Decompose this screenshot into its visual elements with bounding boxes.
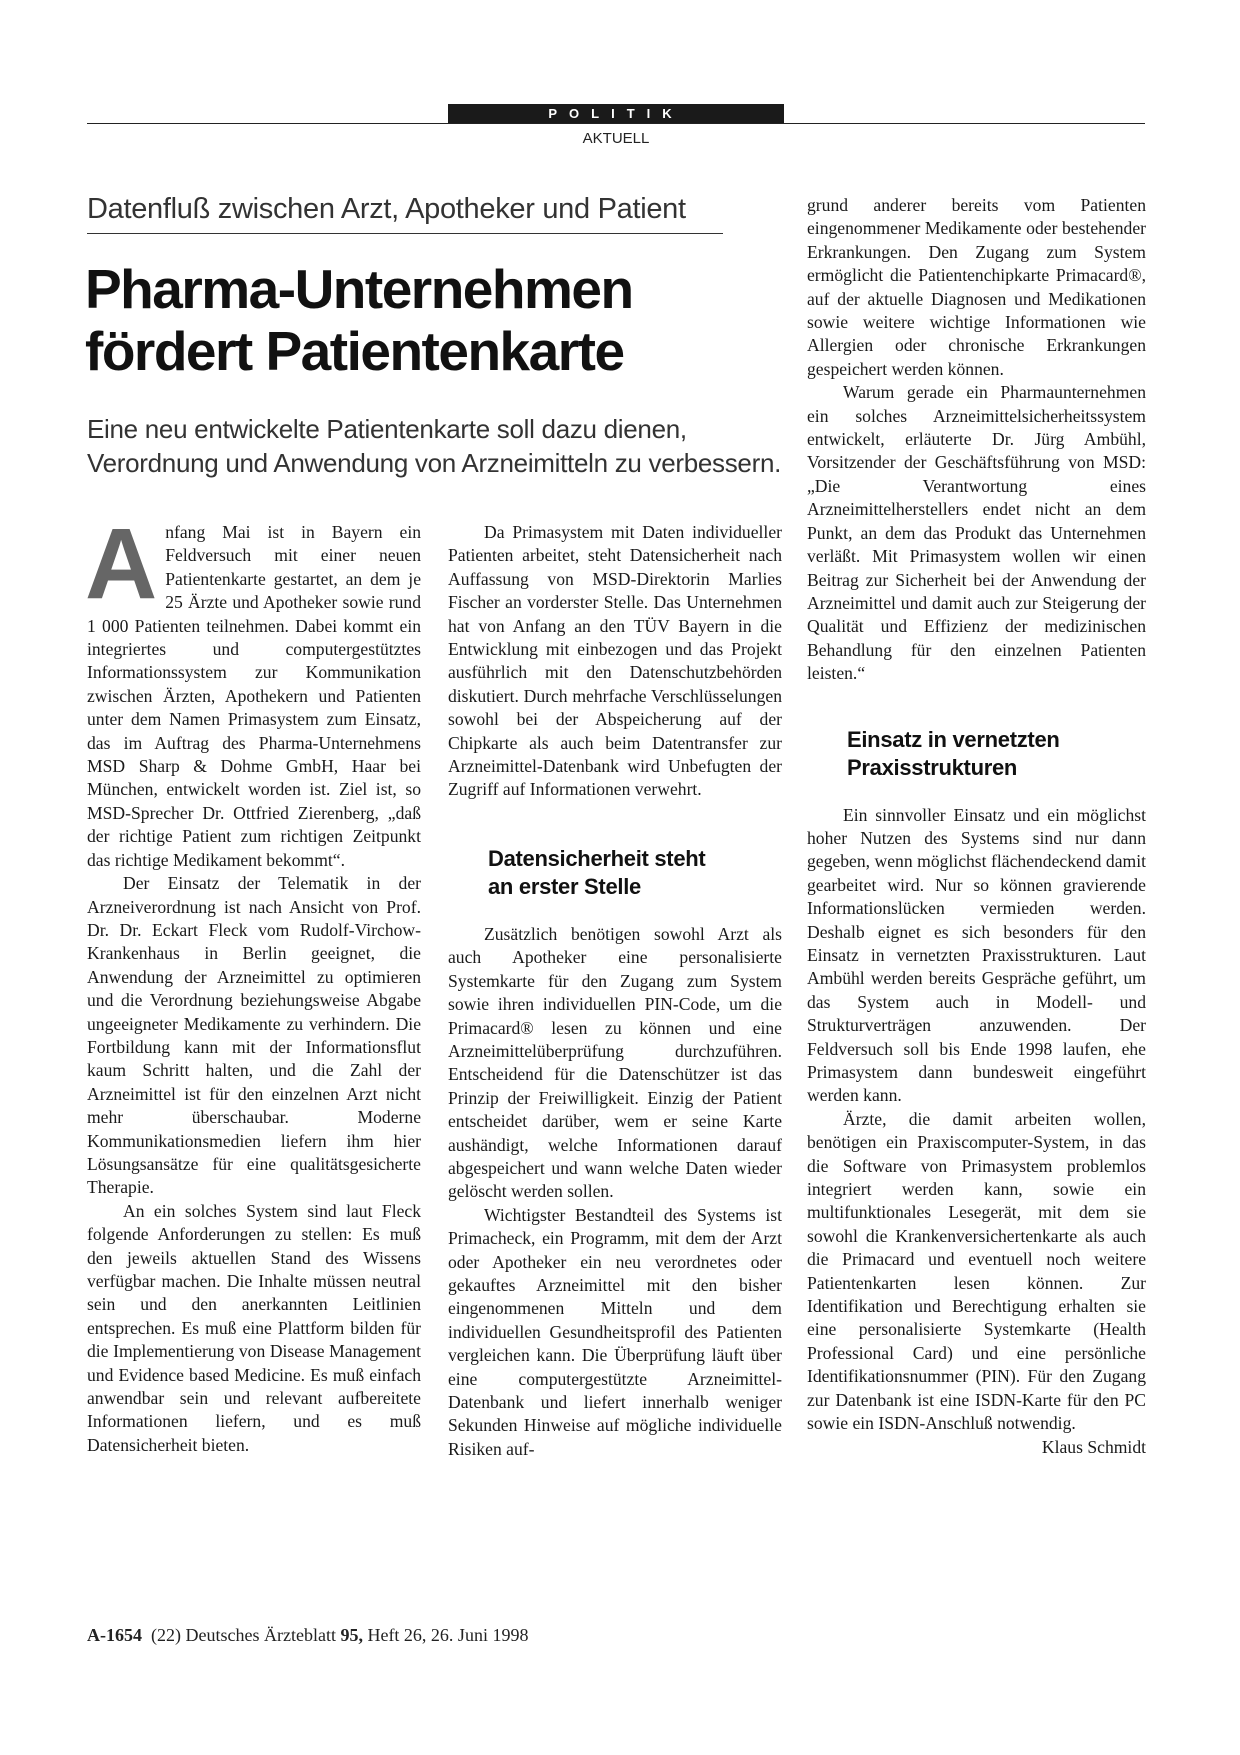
article-headline [85,258,745,382]
volume-number: 95, [340,1625,363,1645]
article-lead: Eine neu entwickelte Patientenkarte soll dazu dienen, Verordnung und Anwendung von Arzneimitteln zu verbessern. [87,414,782,478]
paragraph: Ein sinnvoller Einsatz und ein möglichst hoher Nutzen des Systems sind nur dann gegeben, wenn möglichst flächendeckend damit gearbeitet wird. Nur so können gravierende Informationslücken vermieden werden. Deshalb eignet es sich besonders für den Einsatz in vernetzten Praxisstrukturen. Laut Ambühl werden bereits Gespräche geführt, um das System auch in Modell- und Strukturverträgen anzuwenden. Der Feldversuch soll bis Ende 1998 laufen, ehe Primasystem dann bundesweit eingeführt werden kann. [807,804,1146,1106]
subheading-einsatz [847,726,1146,782]
paragraph: grund anderer bereits vom Patienten eingenommener Medikamente oder bestehender Erkrankungen. Den Zugang zum System ermöglicht die Patientenchipkarte Primacard®, auf der aktuelle Diagnosen und Medikationen sowie weitere wichtige Informationen wie Allergien oder chronische Erkrankungen gespeichert werden können. [807,195,1146,379]
journal-name: Deutsches Ärzteblatt [185,1625,336,1645]
author-byline: Klaus Schmidt [1041,1436,1146,1457]
headline-line-1: Pharma-Unternehmen [85,258,633,320]
subheading-datensicherheit [488,845,782,901]
kicker-rule [87,233,723,234]
drop-cap: A [85,508,158,620]
article-kicker: Datenfluß zwischen Arzt, Apotheker und Patient [87,193,686,225]
subheading-line: an erster Stelle [488,873,641,899]
column-3 [807,194,1146,1459]
subheading-line: Datensicherheit steht [488,845,706,871]
paragraph: Der Einsatz der Telematik in der Arzneiverordnung ist nach Ansicht von Prof. Dr. Dr. Eckart Fleck vom Rudolf-Virchow-Krankenhaus in Berlin geeignet, die Anwendung der Arzneimittel zu optimieren und die Verordnung beziehungsweise Abgabe ungeeigneter Medikamente zu verhindern. Die Fortbildung kann mit der Informationsflut kaum Schritt halten, und die Zahl der Arzneimittel ist für den einzelnen Arzt nicht mehr überschaubar. Moderne Kommunikationsmedien liefern ihm hier Lösungsansätze für eine qualitätsgesicherte Therapie. [87,873,421,1198]
subheading-line: Praxisstrukturen [847,754,1018,780]
subheading-line: Einsatz in vernetzten [847,726,1060,752]
header-rule [87,123,1145,124]
issue-date: Heft 26, 26. Juni 1998 [367,1625,529,1645]
paragraph: Ärzte, die damit arbeiten wollen, benötigen ein Praxiscomputer-System, in das die Software von Primasystem problemlos integriert werden kann, sowie ein multifunktionales Lesegerät, mit dem sie sowohl die Krankenversichertenkarte als auch die Primacard und eventuell noch weitere Patientenkarten lesen können. Zur Identifikation und Berechtigung erhalten sie eine personalisierte Systemkarte (Health Professional Card) und eine persönliche Identifikationsnummer (PIN). Für den Zugang zur Datenbank ist eine ISDN-Karte für den PC sowie ein ISDN-Anschluß notwendig. [807,1108,1146,1434]
paragraph: Zusätzlich benötigen sowohl Arzt als auch Apotheker eine personalisierte Systemkarte für den Zugang zum System sowie ihren individuellen PIN-Code, um die Primacard® lesen zu können und eine Arzneimittelüberprüfung durchzuführen. Entscheidend für die Datenschützer ist das Prinzip der Freiwilligkeit. Einzig der Patient entscheidet darüber, wem er seine Karte aushändigt, welche Informationen darauf abgespeichert und wann welche Daten wieder gelöscht werden sollen. [448,923,782,1202]
page-number: (22) [151,1625,181,1645]
section-label: POLITIK [448,104,784,124]
page-footer [87,1625,528,1646]
paragraph: Wichtigster Bestandteil des Systems ist Primacheck, ein Programm, mit dem der Arzt oder Apotheker ein neu verordnetes oder gekauftes Arzneimittel mit den bisher eingenommenen Mitteln und dem individuellen Gesundheitsprofil des Patienten vergleichen kann. Die Überprüfung läuft über eine computergestützte Arzneimittel-Datenbank und liefert innerhalb weniger Sekunden Hinweise auf mögliche individuelle Risiken auf- [448,1204,782,1459]
column-2 [448,521,782,1461]
paragraph [85,508,421,872]
paragraph: An ein solches System sind laut Fleck folgende Anforderungen zu stellen: Es muß den jeweils aktuellen Stand des Wissens verfügbar machen. Die Inhalte müssen neutral sein und den anerkannten Leitlinien entsprechen. Es muß eine Plattform bilden für die Implementierung von Disease Management und Evidence based Medicine. Es muß einfach anwendbar sein und relevant aufbereitete Informationen liefern, und es muß Datensicherheit bieten. [87,1200,421,1455]
headline-line-2: fördert Patientenkarte [85,320,624,382]
column-1 [85,508,421,1457]
subsection-label: AKTUELL [582,130,650,147]
page-code: A-1654 [87,1625,142,1645]
paragraph-text: nfang Mai ist in Bayern ein Feldversuch mit einer neuen Patientenkarte gestartet, an dem je 25 Ärzte und Apotheker sowie rund 1 000 Patienten teilnehmen. Dabei kommt ein integriertes und computergestütztes Informationssystem zur Kommunikation zwischen Ärzten, Apothekern und Patienten unter dem Namen Primasystem zum Einsatz, das im Auftrag des Pharma-Unternehmens MSD Sharp & Dohme GmbH, Haar bei München, entwickelt worden ist. Ziel ist, so MSD-Sprecher Dr. Ottfried Zierenberg, „daß der richtige Patient zum richtigen Zeitpunkt das richtige Medikament bekommt“. [87,522,421,870]
paragraph: Da Primasystem mit Daten individueller Patienten arbeitet, steht Datensicherheit nach Auffassung von MSD-Direktorin Marlies Fischer an vorderster Stelle. Das Unternehmen hat von Anfang an den TÜV Bayern in die Entwicklung mit einbezogen und das Projekt ausführlich mit den Datenschutzbehörden diskutiert. Durch mehrfache Verschlüsselungen sowohl bei der Abspeicherung auf der Chipkarte als auch beim Datentransfer zur Arzneimittel-Datenbank wird Unbefugten der Zugriff auf Informationen verwehrt. [448,522,782,800]
paragraph: Warum gerade ein Pharmaunternehmen ein solches Arzneimittelsicherheitssystem entwickelt, erläuterte Dr. Jürg Ambühl, Vorsitzender der Geschäftsführung von MSD: „Die Verantwortung eines Arzneimittelherstellers endet nicht an dem Punkt, an dem das Produkt das Unternehmen verläßt. Mit Primasystem wollen wir einen Beitrag zur Sicherheit bei der Anwendung der Arzneimittel und damit auch zur Steigerung der Qualität und Effizienz der medizinischen Behandlung für den einzelnen Patienten leisten.“ [807,382,1146,684]
